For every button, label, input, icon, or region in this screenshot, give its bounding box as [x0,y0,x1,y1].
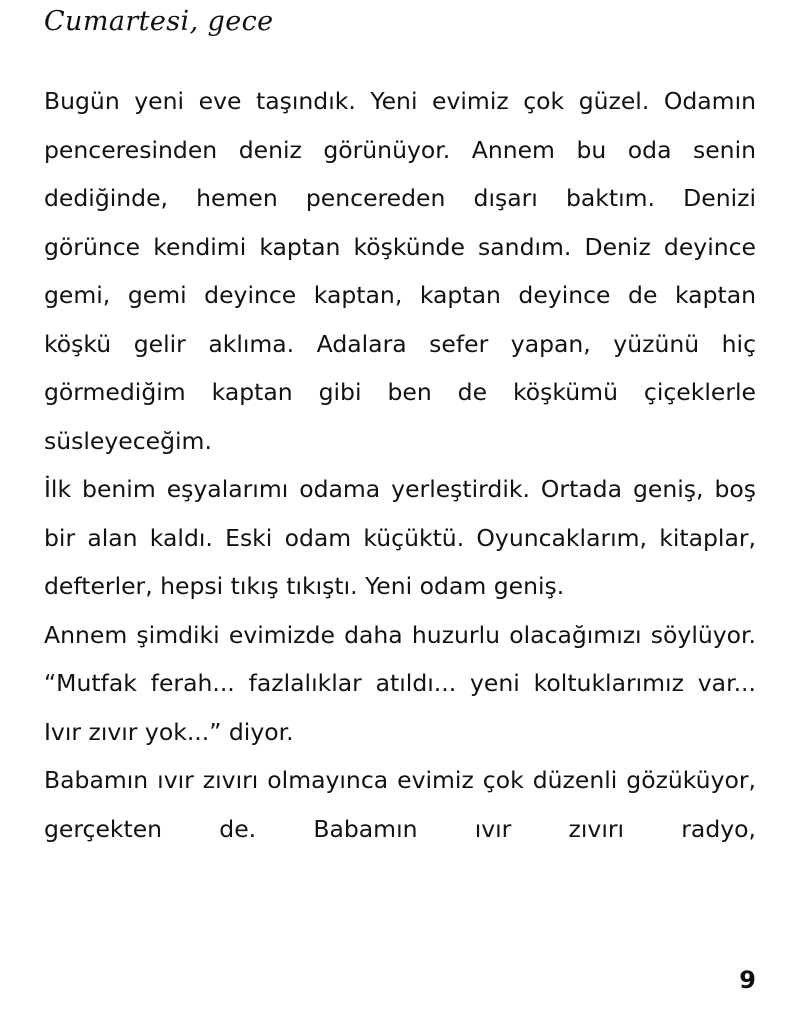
page-number: 9 [739,966,756,994]
paragraph-3: Annem şimdiki evimizde daha huzurlu olacağımızı söylüyor. [44,620,756,649]
paragraph-2: İlk benim eşyalarımı odama yerleştirdik. Ortada geniş, boş bir alan kaldı. Eski odam küçüktü. Oyuncaklarım, kitaplar, defterler, hepsi tıkış tıkıştı. Yeni odam geniş. [44,475,756,600]
paragraph-4: “Mutfak ferah... fazlalıklar atıldı... yeni koltuklarımız var... Ivır zıvır yok...” diyor. [44,669,756,746]
paragraph-5: Babamın ıvır zıvırı olmayınca evimiz çok düzenli gözüküyor, gerçekten de. Babamın ıvır zıvırı radyo, [44,766,756,843]
page-heading: Cumartesi, gece [44,6,274,37]
paragraph-1: Bugün yeni eve taşındık. Yeni evimiz çok güzel. Odamın penceresinden deniz görünüyor. Annem bu oda senin dediğinde, hemen pencereden dışarı baktım. Denizi görünce kendimi kaptan köşkünde sandım. Deniz deyince gemi, gemi deyince kaptan, kaptan deyince de kaptan köşkü gelir aklıma. Adalara sefer yapan, yüzünü hiç görmediğim kaptan gibi ben de köşkümü çiçeklerle süsleyeceğim. [44,87,756,455]
page-body [44,77,756,853]
